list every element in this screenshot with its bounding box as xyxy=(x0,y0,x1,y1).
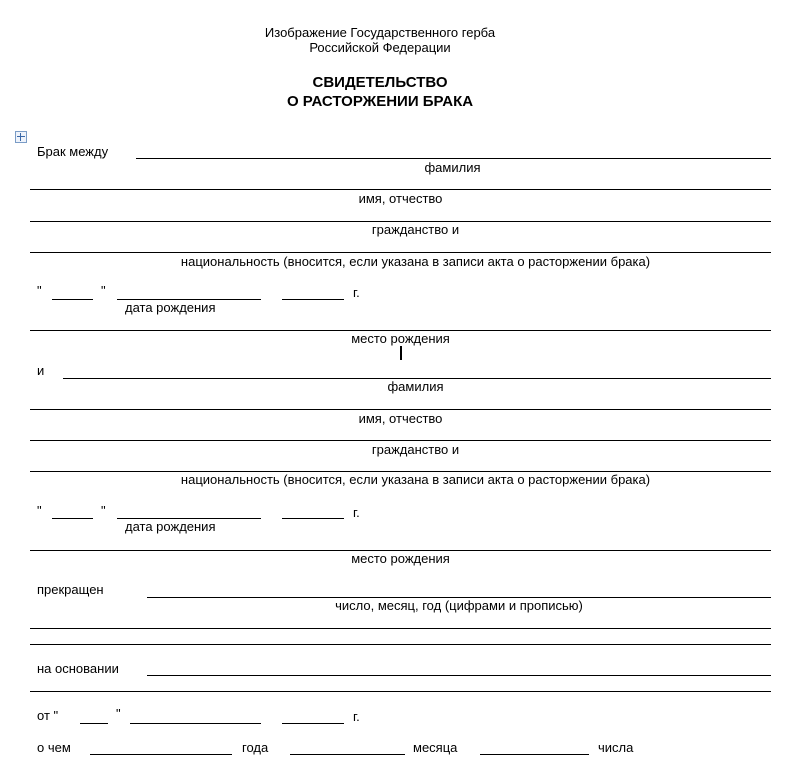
spouse2-citizenship-caption: гражданство и xyxy=(371,442,460,457)
spouse1-birthplace-caption: место рождения xyxy=(351,331,450,346)
record-year-suffix: г. xyxy=(353,709,360,724)
spouse2-citizenship-field[interactable] xyxy=(30,440,771,441)
spouse2-nationality-caption: национальность (вносится, если указана в записи акта о расторжении брака) xyxy=(180,472,651,487)
spouse1-birth-year-suffix: г. xyxy=(353,285,360,300)
record-year-text-field[interactable] xyxy=(90,754,232,755)
record-day-field[interactable] xyxy=(80,723,108,724)
from-label: от " xyxy=(37,708,59,723)
spouse2-birthplace-caption: место рождения xyxy=(351,551,450,566)
day-word-label: числа xyxy=(598,740,634,755)
document-title-line2: О РАСТОРЖЕНИИ БРАКА xyxy=(286,93,474,110)
record-day-text-field[interactable] xyxy=(480,754,589,755)
month-word-label: месяца xyxy=(413,740,458,755)
termination-date-field-3[interactable] xyxy=(30,644,771,645)
termination-date-caption: число, месяц, год (цифрами и прописью) xyxy=(335,598,583,613)
on-basis-label: на основании xyxy=(37,661,119,676)
text-cursor xyxy=(400,346,402,360)
spouse1-surname-field[interactable] xyxy=(136,158,771,159)
record-month-field[interactable] xyxy=(130,723,261,724)
terminated-label: прекращен xyxy=(37,582,104,597)
spouse1-nationality-field[interactable] xyxy=(30,252,771,253)
spouse1-nationality-caption: национальность (вносится, если указана в записи акта о расторжении брака) xyxy=(180,254,651,269)
spouse1-birth-quote-close: " xyxy=(101,283,106,298)
spouse2-birth-quote-open: " xyxy=(37,503,42,518)
record-quote-close: " xyxy=(116,706,121,721)
emblem-caption-line1: Изображение Государственного герба xyxy=(264,25,496,40)
spouse1-name-field[interactable] xyxy=(30,189,771,190)
marriage-between-label: Брак между xyxy=(37,144,109,159)
about-what-label: о чем xyxy=(37,740,71,755)
spouse1-citizenship-caption: гражданство и xyxy=(371,222,460,237)
document-title-line1: СВИДЕТЕЛЬСТВО xyxy=(312,74,448,91)
and-label: и xyxy=(37,363,45,378)
spouse1-birth-date-caption: дата рождения xyxy=(125,300,216,315)
year-word-label: года xyxy=(242,740,269,755)
spouse2-birth-year-suffix: г. xyxy=(353,505,360,520)
spouse2-birth-quote-close: " xyxy=(101,503,106,518)
spouse1-birth-year-field[interactable] xyxy=(282,299,344,300)
termination-date-field-2[interactable] xyxy=(30,628,771,629)
spouse2-name-field[interactable] xyxy=(30,409,771,410)
record-month-text-field[interactable] xyxy=(290,754,405,755)
spouse2-birth-day-field[interactable] xyxy=(52,518,93,519)
spouse2-birth-year-field[interactable] xyxy=(282,518,344,519)
record-year-field[interactable] xyxy=(282,723,344,724)
basis-field-2[interactable] xyxy=(30,691,771,692)
form-anchor-icon[interactable] xyxy=(15,131,27,143)
spouse1-birth-quote-open: " xyxy=(37,283,42,298)
spouse1-surname-caption: фамилия xyxy=(424,160,481,175)
spouse1-birth-day-field[interactable] xyxy=(52,299,93,300)
spouse2-birth-date-caption: дата рождения xyxy=(125,519,216,534)
spouse2-name-caption: имя, отчество xyxy=(358,411,443,426)
emblem-caption-line2: Российской Федерации xyxy=(309,40,451,55)
spouse1-name-caption: имя, отчество xyxy=(358,191,443,206)
basis-field[interactable] xyxy=(147,675,771,676)
spouse2-surname-caption: фамилия xyxy=(387,379,444,394)
